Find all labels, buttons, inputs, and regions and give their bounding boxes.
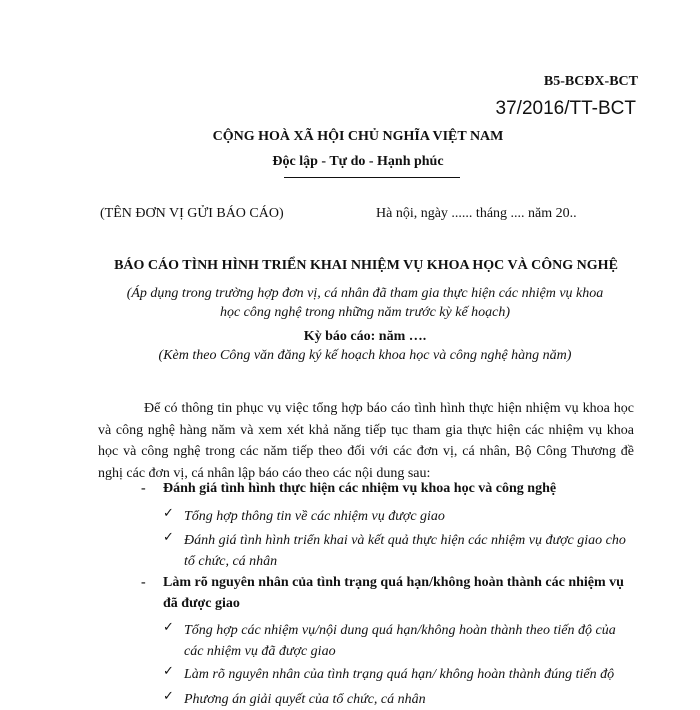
section-heading-text: Đánh giá tình hình thực hiện các nhiệm vụ khoa học và công nghệ [163, 481, 557, 496]
date-line: Hà nội, ngày ...... tháng .... năm 20.. [376, 206, 577, 221]
list-item-text: Làm rõ nguyên nhân của tình trạng quá hạn/ không hoàn thành đúng tiến độ [184, 667, 615, 682]
list-item-text: Tổng hợp thông tin về các nhiệm vụ được giao [184, 509, 445, 524]
bullet-dash: - [141, 481, 146, 496]
intro-paragraph: Để có thông tin phục vụ việc tổng hợp báo cáo tình hình thực hiện nhiệm vụ khoa học và công nghệ hàng năm và xem xét khả năng tiếp tục tham gia thực hiện các nhiệm vụ khoa học và công nghệ trong các năm tiếp theo đối với các đơn vị, cá nhân, Bộ Công Thương đề nghị các đơn vị, cá nhân lập báo cáo theo các nội dung sau: [98, 401, 634, 481]
checkmark-icon: ✓ [163, 689, 174, 704]
section-heading-text: đã được giao [163, 596, 240, 611]
list-item-text: Đánh giá tình hình triển khai và kết quả thực hiện các nhiệm vụ được giao cho tổ chức, cá nhân [184, 533, 626, 569]
list-item-text: Phương án giải quyết của tổ chức, cá nhân [184, 692, 426, 707]
sender-unit-placeholder: (TÊN ĐƠN VỊ GỬI BÁO CÁO) [100, 206, 284, 221]
report-period: Kỳ báo cáo: năm …. [303, 329, 427, 344]
list-item-text: Tổng hợp các nhiệm vụ/nội dung quá hạn/không hoàn thành theo tiến độ của các nhiệm vụ đã được giao [184, 623, 616, 659]
circular-number: 37/2016/TT-BCT [495, 98, 636, 119]
section-heading-text: Làm rõ nguyên nhân của tình trạng quá hạn/không hoàn thành các nhiệm vụ [163, 575, 624, 590]
attachment-note: (Kèm theo Công văn đăng ký kế hoạch khoa học và công nghệ hàng năm) [158, 348, 572, 363]
bullet-dash: - [141, 575, 146, 590]
checkmark-icon: ✓ [163, 530, 174, 545]
form-code: B5-BCĐX-BCT [543, 74, 638, 89]
checkmark-icon: ✓ [163, 664, 174, 679]
motto-underline [284, 177, 460, 178]
nation-heading: CỘNG HOÀ XÃ HỘI CHỦ NGHĨA VIỆT NAM [212, 129, 504, 144]
checkmark-icon: ✓ [163, 620, 174, 635]
checkmark-icon: ✓ [163, 506, 174, 521]
report-title: BÁO CÁO TÌNH HÌNH TRIỂN KHAI NHIỆM VỤ KHOA HỌC VÀ CÔNG NGHỆ [114, 258, 618, 273]
motto: Độc lập - Tự do - Hạnh phúc [272, 154, 444, 169]
report-subtitle: (Áp dụng trong trường hợp đơn vị, cá nhân đã tham gia thực hiện các nhiệm vụ khoa học công nghệ trong những năm trước kỳ kế hoạch) [126, 286, 604, 320]
